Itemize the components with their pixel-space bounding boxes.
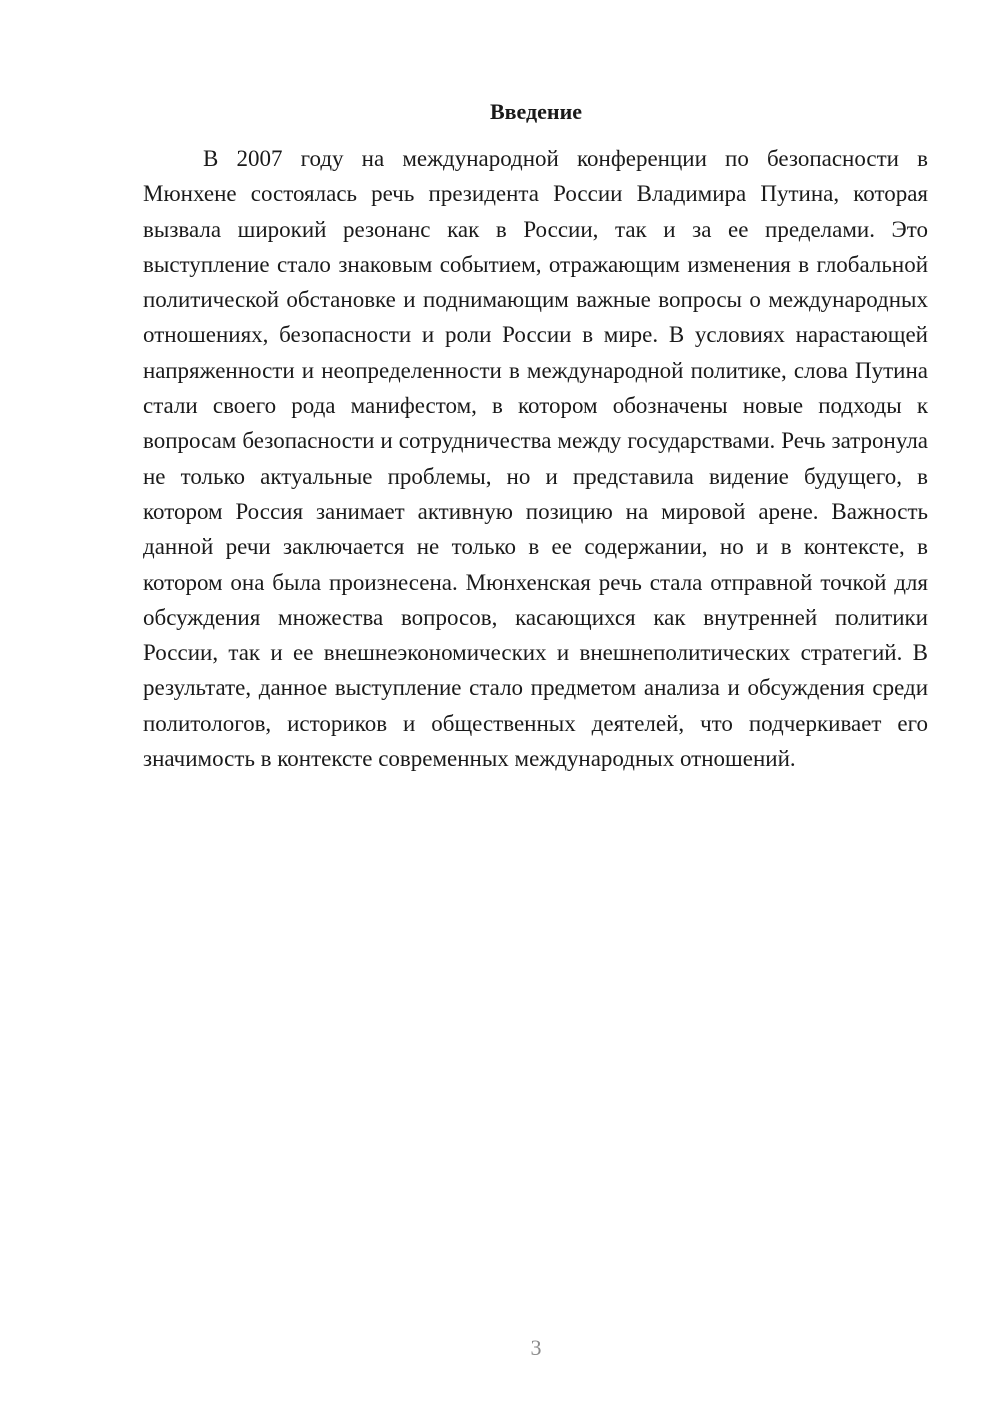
- body-paragraph: В 2007 году на международной конференции по безопасности в Мюнхене состоялась речь президента России Владимира Путина, которая вызвала широкий резонанс как в России, так и за ее пределами. Это выступление стало знаковым событием, отражающим изменения в глобальной политической обстановке и поднимающим важные вопросы о международных отношениях, безопасности и роли России в мире. В условиях нарастающей напряженности и неопределенности в международной политике, слова Путина стали своего рода манифестом, в котором обозначены новые подходы к вопросам безопасности и сотрудничества между государствами. Речь затронула не только актуальные проблемы, но и представила видение будущего, в котором Россия занимает активную позицию на мировой арене. Важность данной речи заключается не только в ее содержании, но и в контексте, в котором она была произнесена. Мюнхенская речь стала отправной точкой для обсуждения множества вопросов, касающихся как внутренней политики России, так и ее внешнеэкономических и внешнеполитических стратегий. В результате, данное выступление стало предметом анализа и обсуждения среди политологов, историков и общественных деятелей, что подчеркивает его значимость в контексте современных международных отношений.: [143, 146, 928, 772]
- section-heading: Введение: [489, 99, 583, 124]
- page-number: 3: [530, 1335, 542, 1360]
